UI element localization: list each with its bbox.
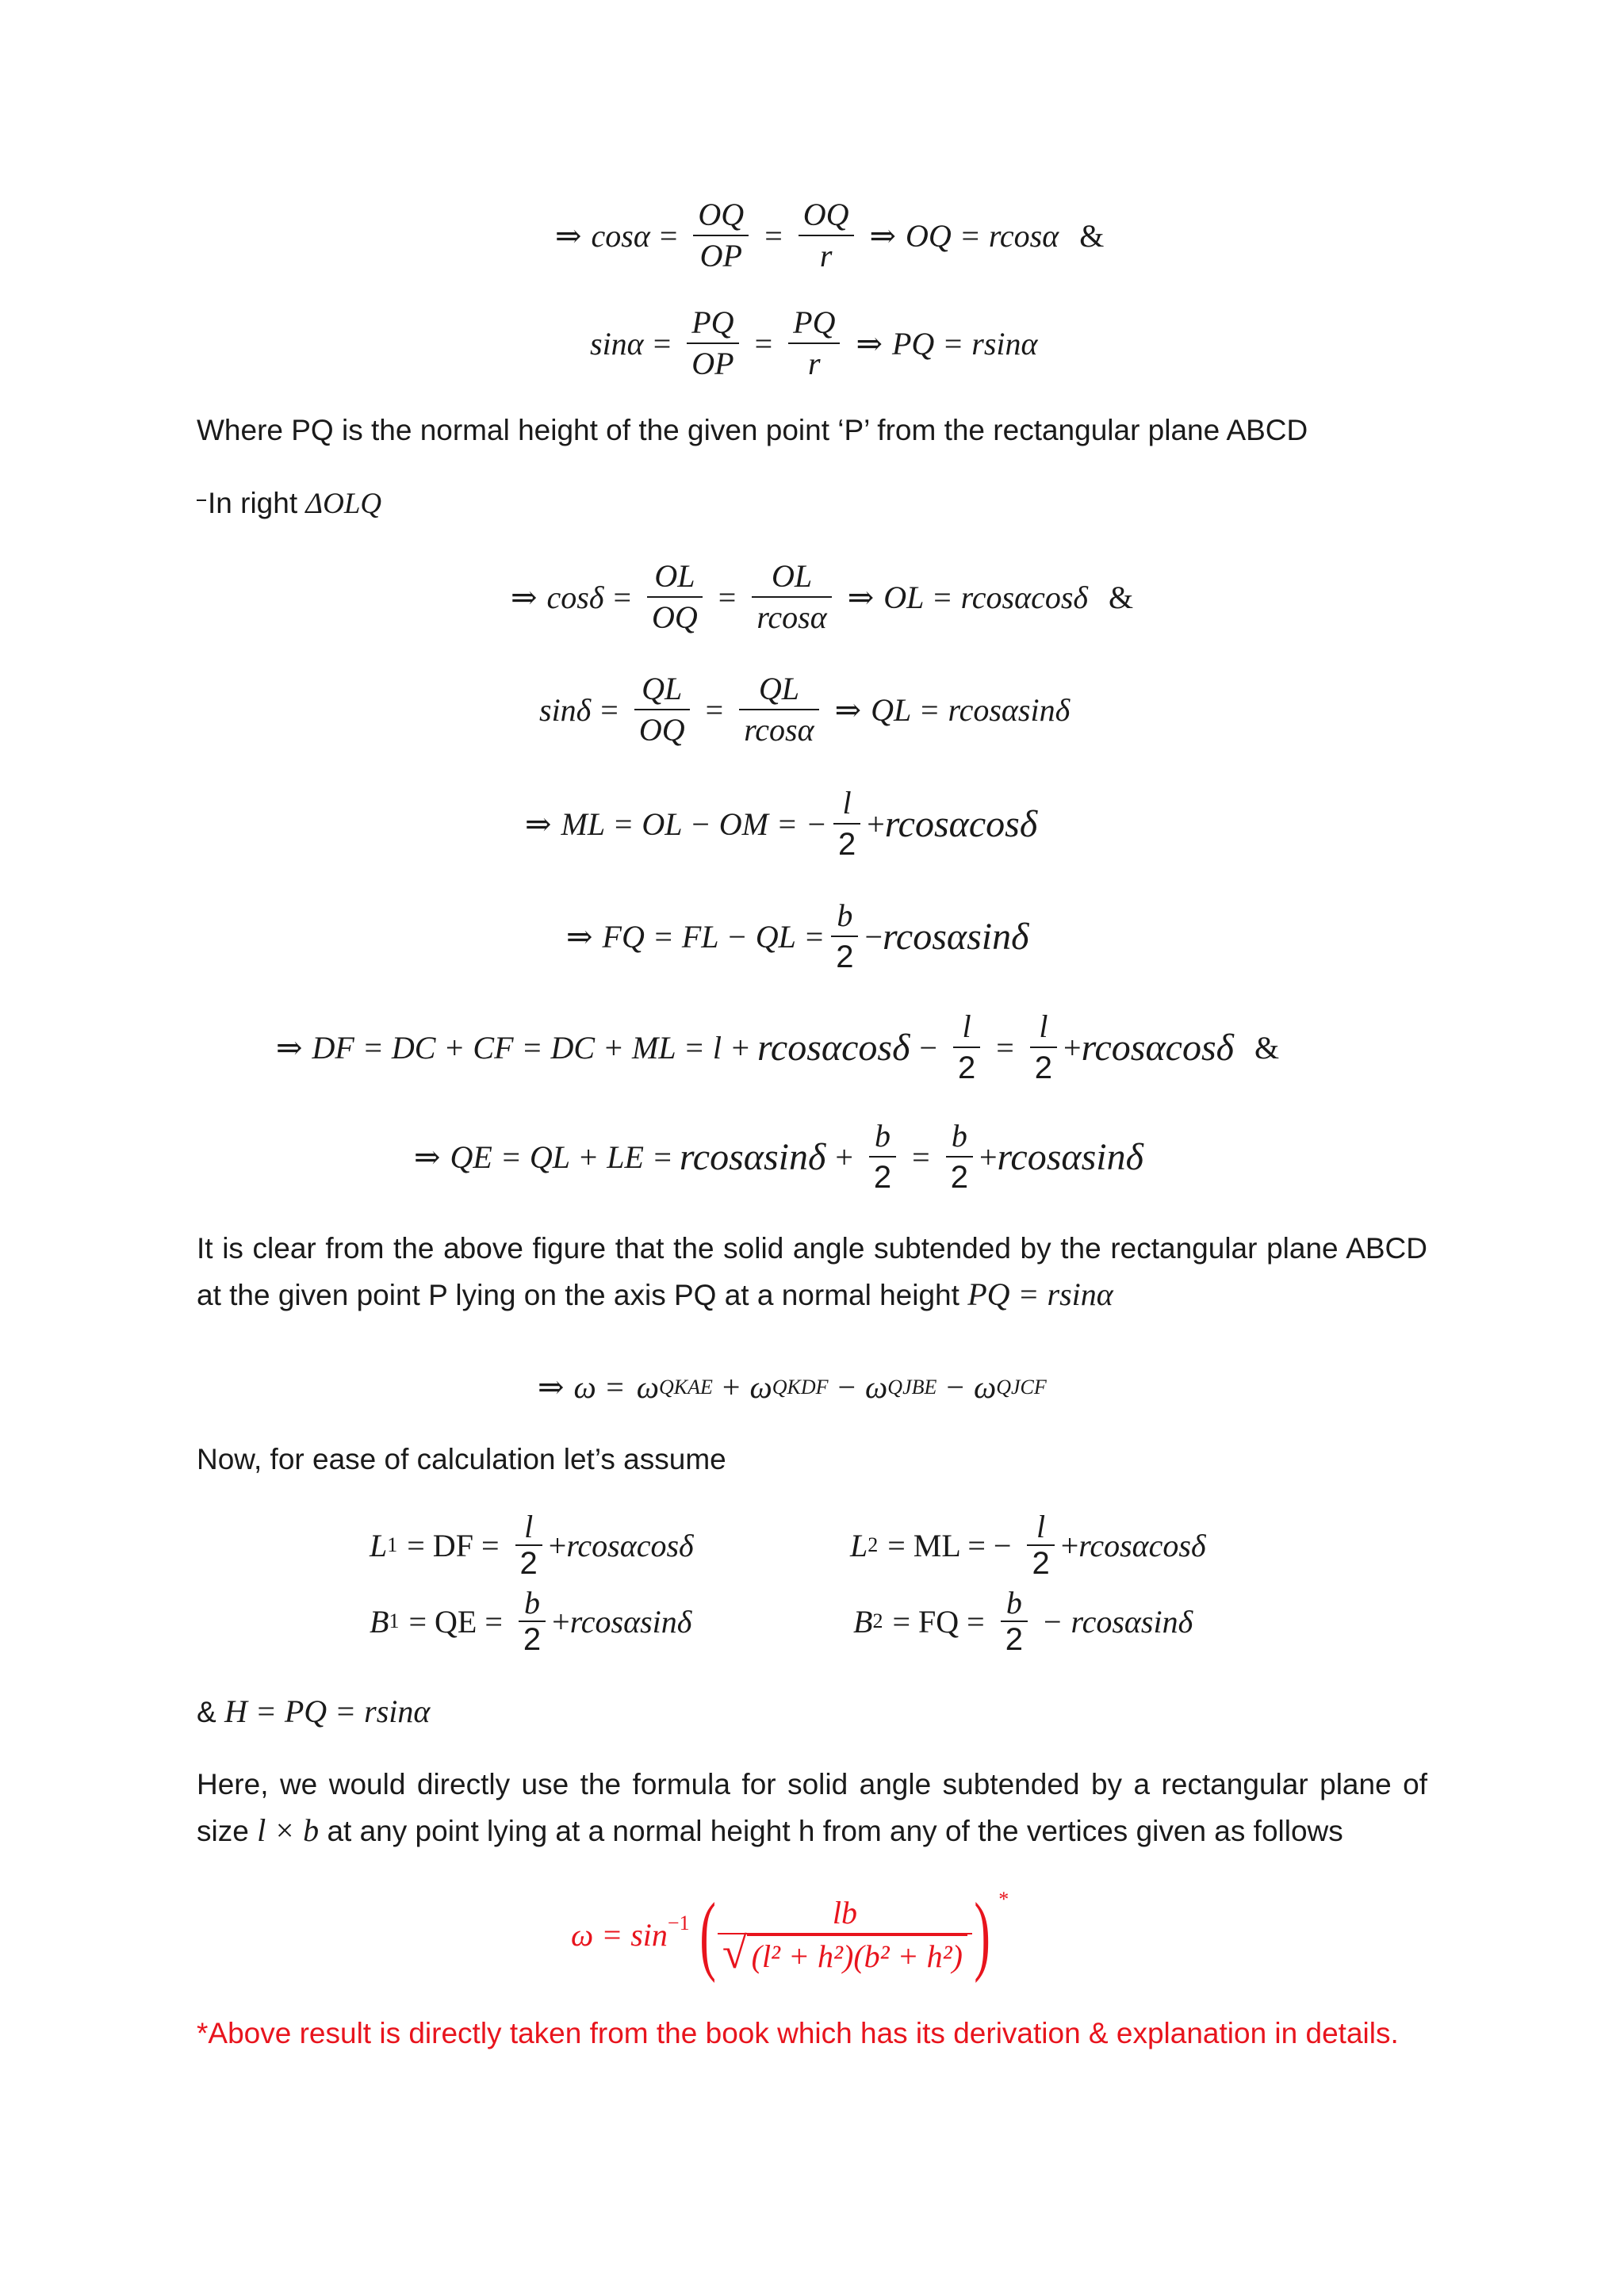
eq-term: OQ = rcosα: [906, 217, 1059, 254]
numerator: b: [1005, 1585, 1022, 1621]
eq-term: rcosαsinδ: [569, 1603, 692, 1640]
plus-sign: +: [979, 1138, 998, 1175]
numerator: OL: [654, 558, 695, 594]
plus-sign: +: [1060, 1527, 1079, 1563]
denominator: 2: [1005, 1622, 1023, 1657]
implies-symbol: ⇒: [525, 806, 552, 842]
fraction: [515, 1510, 542, 1581]
minus-sign: −: [1043, 1603, 1062, 1640]
fraction: [831, 896, 858, 977]
omega-symbol: ω: [636, 1369, 659, 1405]
ampersand: &: [1079, 217, 1105, 254]
omega-symbol: ω: [973, 1369, 997, 1405]
equation-omega-sum: ⇒ ω = ω QKAE + ω QKDF − ω QJBE − ω QJCF: [538, 1369, 1047, 1405]
eq-term: L: [370, 1527, 388, 1563]
implies-symbol: ⇒: [566, 918, 593, 955]
numerator: b: [951, 1118, 967, 1154]
equals-sign: =: [996, 1029, 1014, 1066]
paragraph-h-definition: [197, 1689, 1427, 1735]
square-root: [718, 1929, 972, 1978]
fraction: [788, 303, 840, 384]
omega-symbol: ω: [749, 1369, 772, 1405]
implies-symbol: ⇒: [856, 325, 883, 362]
eq-term: = ML = −: [887, 1527, 1012, 1563]
plus-sign: +: [722, 1369, 741, 1405]
eq-term: = QE =: [408, 1603, 503, 1640]
numerator: lb: [832, 1895, 857, 1931]
equation-b1: B 1 = QE = $\frac{b}{2}$ + rcosαsinδ: [370, 1585, 692, 1657]
eq-term: rcosαsinδ: [883, 915, 1029, 958]
equals-sign: =: [912, 1138, 930, 1175]
equation-cos-alpha: [546, 195, 1113, 276]
equals-sign: =: [764, 217, 783, 254]
fraction: [693, 195, 749, 276]
left-paren: (: [699, 1885, 716, 1984]
minus-sign: −: [919, 1029, 937, 1066]
numerator: OQ: [698, 197, 745, 232]
denominator: 2: [837, 827, 856, 862]
equation-df: [266, 1007, 1289, 1088]
equation-qe: [404, 1116, 1143, 1197]
radicand: (l² + h²)(b² + h²): [747, 1934, 967, 1976]
ampersand: &: [197, 1696, 224, 1728]
ampersand: &: [1254, 1029, 1280, 1066]
equals-sign: =: [659, 217, 678, 254]
implies-symbol: ⇒: [834, 691, 862, 728]
numerator: QL: [642, 671, 683, 706]
fraction: [1001, 1586, 1028, 1657]
paragraph-text: It is clear from the above figure that the solid angle subtended by the rectangular plane ABCD at the given point P lying on the axis PQ at a normal height: [197, 1232, 1427, 1311]
implies-symbol: ⇒: [847, 579, 875, 615]
paragraph-text: In right: [208, 487, 306, 519]
plus-sign: +: [835, 1138, 853, 1175]
equation-sin-alpha: [590, 303, 1038, 384]
paragraph-text: *Above result is directly taken from the book which has its derivation & explanation in details.: [197, 2017, 1399, 2049]
eq-term: rcosαsinδ: [997, 1135, 1143, 1178]
underline-mark: [197, 480, 206, 501]
numerator: PQ: [691, 304, 734, 340]
numerator: l: [842, 785, 852, 821]
equation-cos-delta: [501, 557, 1143, 637]
equation-ml: [515, 783, 1037, 864]
eq-term: = FQ =: [892, 1603, 985, 1640]
denominator: 2: [957, 1050, 976, 1085]
denominator: 2: [873, 1160, 892, 1195]
eq-term: FQ = FL − QL =: [602, 918, 825, 955]
implies-symbol: ⇒: [538, 1369, 565, 1405]
numerator: b: [875, 1118, 891, 1154]
denominator: 2: [1032, 1546, 1050, 1581]
paragraph-text: Now, for ease of calculation let’s assume: [197, 1443, 726, 1475]
fraction: [687, 303, 738, 384]
numerator: l: [1036, 1509, 1046, 1544]
paragraph-it-is-clear: [197, 1226, 1427, 1318]
eq-term: ω = sin: [571, 1916, 668, 1953]
eq-term: ML = OL − OM = −: [561, 806, 827, 842]
paragraph-in-right: [197, 480, 1427, 527]
paragraph-now-for-ease: [197, 1437, 1427, 1483]
implies-symbol: ⇒: [414, 1138, 441, 1175]
ampersand: &: [1108, 579, 1134, 615]
fraction: [953, 1007, 980, 1088]
equation-l1: L 1 = DF = $\frac{l}{2}$ + rcosαcosδ: [370, 1509, 694, 1581]
denominator: 2: [1034, 1050, 1052, 1085]
plus-sign: +: [1063, 1029, 1082, 1066]
paragraph-here: [197, 1762, 1427, 1854]
fraction: [1030, 1007, 1057, 1088]
eq-term: rcosαsinδ: [679, 1135, 826, 1178]
plus-sign: +: [548, 1527, 567, 1563]
equation-solid-angle-formula: ω = sin $^{-1}$ ( lb √ (l² + h²)(b² + h²) ) *: [571, 1885, 1009, 1984]
numerator: OL: [771, 558, 813, 594]
denominator: OQ: [652, 599, 698, 635]
paragraph-text: Here, we would directly use the formula for solid angle subtended by a rectangular plane of size: [197, 1768, 1427, 1847]
plus-sign: +: [552, 1603, 570, 1640]
fraction: [647, 557, 703, 637]
denominator: OP: [691, 346, 734, 381]
denominator: 2: [836, 939, 854, 974]
eq-term: cosα: [591, 217, 650, 254]
fraction: [739, 669, 818, 750]
fraction: [718, 1893, 972, 1976]
paragraph-text: at any point lying at a normal height h from any of the vertices given as follows: [319, 1815, 1343, 1847]
eq-term: sinα: [590, 325, 644, 362]
eq-term: B: [853, 1603, 873, 1640]
fraction: [1027, 1510, 1054, 1581]
eq-term: cosδ: [546, 579, 604, 615]
fraction: [833, 783, 860, 864]
equation-l2: L 2 = ML = − $\frac{l}{2}$ + rcosαcosδ: [850, 1509, 1206, 1581]
denominator: 2: [519, 1546, 538, 1581]
denominator: r: [808, 346, 821, 381]
eq-term: QL = rcosαsinδ: [871, 691, 1071, 728]
equals-sign: =: [600, 691, 619, 728]
right-paren: ): [974, 1885, 990, 1984]
footnote-marker: *: [998, 1888, 1009, 1911]
equals-sign: =: [754, 325, 773, 362]
eq-term: = DF =: [407, 1527, 500, 1563]
minus-sign: −: [837, 1369, 856, 1405]
equation-fq: [557, 896, 1028, 977]
numerator: l: [962, 1008, 971, 1044]
implies-symbol: ⇒: [869, 217, 897, 254]
fraction: [799, 195, 854, 276]
denominator: 2: [523, 1622, 542, 1657]
denominator: r: [819, 238, 833, 274]
eq-term: QE = QL + LE =: [450, 1138, 673, 1175]
numerator: OQ: [802, 197, 849, 232]
denominator: 2: [950, 1160, 968, 1195]
eq-term: rcosαsinδ: [1071, 1603, 1193, 1640]
numerator: b: [524, 1585, 540, 1621]
eq-term: DF = DC + CF = DC + ML = l +: [312, 1029, 751, 1066]
numerator: b: [837, 897, 853, 933]
numerator: l: [1039, 1008, 1048, 1044]
eq-term: L: [850, 1527, 868, 1563]
omega-symbol: ω: [865, 1369, 888, 1405]
inline-math: H = PQ = rsinα: [224, 1693, 431, 1729]
eq-term: rcosαcosδ: [884, 802, 1038, 845]
denominator: OQ: [638, 712, 685, 748]
fraction: [519, 1586, 546, 1657]
radical-sign: √: [722, 1929, 747, 1978]
denominator: rcosα: [756, 599, 827, 635]
equals-sign: =: [705, 691, 724, 728]
minus-sign: −: [946, 1369, 964, 1405]
implies-symbol: ⇒: [276, 1029, 303, 1066]
equals-sign: =: [653, 325, 672, 362]
footnote-text: [197, 2011, 1427, 2057]
eq-term: rcosαcosδ: [566, 1527, 694, 1563]
eq-term: rcosαcosδ: [1081, 1026, 1234, 1069]
eq-term: PQ = rsinα: [891, 325, 1038, 362]
fraction: [946, 1116, 973, 1197]
equals-sign: =: [718, 579, 737, 615]
equation-sin-delta: [539, 669, 1070, 750]
inline-math: l × b: [257, 1812, 320, 1848]
numerator: l: [524, 1509, 534, 1544]
eq-term: rcosαcosδ: [757, 1026, 910, 1069]
fraction: [634, 669, 690, 750]
denominator: OP: [699, 238, 742, 274]
implies-symbol: ⇒: [555, 217, 582, 254]
eq-term: sinδ: [539, 691, 592, 728]
numerator: PQ: [793, 304, 836, 340]
fraction: [869, 1116, 896, 1197]
numerator: QL: [758, 671, 799, 706]
inline-math: PQ = rsinα: [967, 1276, 1113, 1312]
denominator: rcosα: [744, 712, 814, 748]
implies-symbol: ⇒: [511, 579, 538, 615]
equation-b2: B 2 = FQ = $\frac{b}{2}$ − rcosαsinδ: [853, 1585, 1193, 1657]
paragraph-where-pq: [197, 408, 1427, 453]
paragraph-text: Where PQ is the normal height of the given point ‘P’ from the rectangular plane ABCD: [197, 414, 1308, 446]
equals-sign: =: [613, 579, 631, 615]
eq-term: OL = rcosαcosδ: [883, 579, 1088, 615]
plus-sign: +: [867, 806, 885, 842]
eq-term: rcosαcosδ: [1078, 1527, 1206, 1563]
eq-term: ω =: [573, 1369, 626, 1405]
eq-term: B: [370, 1603, 389, 1640]
inline-math: ΔOLQ: [305, 488, 382, 520]
minus-sign: −: [864, 918, 883, 955]
fraction: [752, 557, 831, 637]
